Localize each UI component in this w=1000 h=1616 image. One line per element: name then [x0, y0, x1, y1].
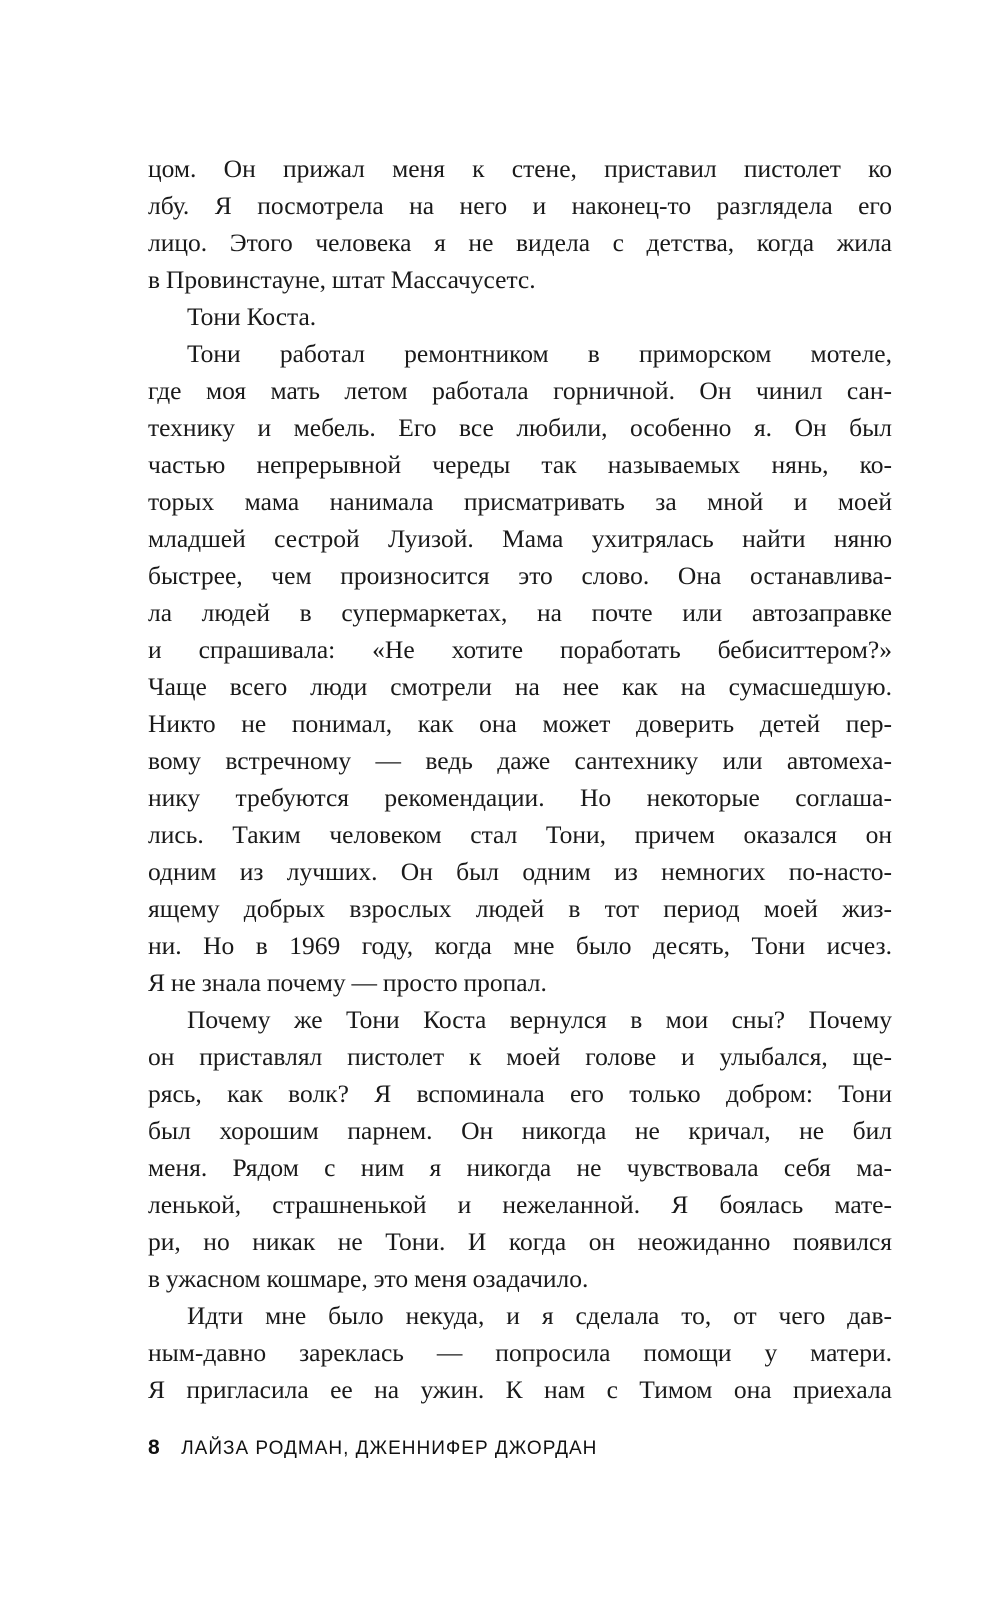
- text-line: ри, но никак не Тони. И когда он неожиданно появился: [148, 1227, 892, 1256]
- text-line: ла людей в супермаркетах, на почте или автозаправке: [148, 598, 892, 627]
- text-line: в Провинстауне, штат Массачусетс.: [148, 265, 536, 294]
- page-number: 8: [148, 1436, 161, 1459]
- text-line: технику и мебель. Его все любили, особенно я. Он был: [148, 413, 892, 442]
- text-line: Я пригласила ее на ужин. К нам с Тимом она приехала: [148, 1375, 892, 1404]
- text-line: лись. Таким человеком стал Тони, причем оказался он: [148, 820, 892, 849]
- text-line: частью непрерывной череды так называемых нянь, ко-: [148, 450, 892, 479]
- text-line: одним из лучших. Он был одним из немногих по-насто-: [148, 857, 892, 886]
- text-line: быстрее, чем произносится это слово. Она останавлива-: [148, 561, 892, 590]
- text-line: младшей сестрой Луизой. Мама ухитрялась найти няню: [148, 524, 892, 553]
- text-line: Я не знала почему — просто пропал.: [148, 968, 547, 997]
- text-line: меня. Рядом с ним я никогда не чувствовала себя ма-: [148, 1153, 892, 1182]
- text-line: Идти мне было некуда, и я сделала то, от чего дав-: [187, 1301, 892, 1330]
- text-line: нику требуются рекомендации. Но некоторые соглаша-: [148, 783, 892, 812]
- text-line: ящему добрых взрослых людей в тот период моей жиз-: [148, 894, 892, 923]
- text-line: лбу. Я посмотрела на него и наконец-то разглядела его: [148, 191, 892, 220]
- text-line: ни. Но в 1969 году, когда мне было десять, Тони исчез.: [148, 931, 892, 960]
- text-line: торых мама нанимала присматривать за мной и моей: [148, 487, 892, 516]
- text-line: цом. Он прижал меня к стене, приставил пистолет ко: [148, 154, 892, 183]
- text-line: Тони Коста.: [187, 302, 317, 331]
- text-line: Почему же Тони Коста вернулся в мои сны? Почему: [187, 1005, 892, 1034]
- page-footer: [148, 1436, 892, 1460]
- text-line: Чаще всего люди смотрели на нее как на сумасшедшую.: [148, 672, 892, 701]
- text-line: и спрашивала: «Не хотите поработать бебиситтером?»: [148, 635, 892, 664]
- text-line: Тони работал ремонтником в приморском мотеле,: [187, 339, 892, 368]
- text-line: ленькой, страшненькой и нежеланной. Я боялась мате-: [148, 1190, 892, 1219]
- text-line: ным-давно зареклась — попросила помощи у матери.: [148, 1338, 892, 1367]
- text-line: лицо. Этого человека я не видела с детства, когда жила: [148, 228, 892, 257]
- text-line: в ужасном кошмаре, это меня озадачило.: [148, 1264, 589, 1293]
- text-line: вому встречному — ведь даже сантехнику или автомеха-: [148, 746, 892, 775]
- text-line: где моя мать летом работала горничной. Он чинил сан-: [148, 376, 892, 405]
- text-line: рясь, как волк? Я вспоминала его только добром: Тони: [148, 1079, 892, 1108]
- text-line: Никто не понимал, как она может доверить детей пер-: [148, 709, 892, 738]
- text-line: был хорошим парнем. Он никогда не кричал, не бил: [148, 1116, 892, 1145]
- page-text: [148, 150, 892, 1408]
- text-line: он приставлял пистолет к моей голове и улыбался, ще-: [148, 1042, 892, 1071]
- running-title-authors: ЛАЙЗА РОДМАН, ДЖЕННИФЕР ДЖОРДАН: [181, 1438, 598, 1459]
